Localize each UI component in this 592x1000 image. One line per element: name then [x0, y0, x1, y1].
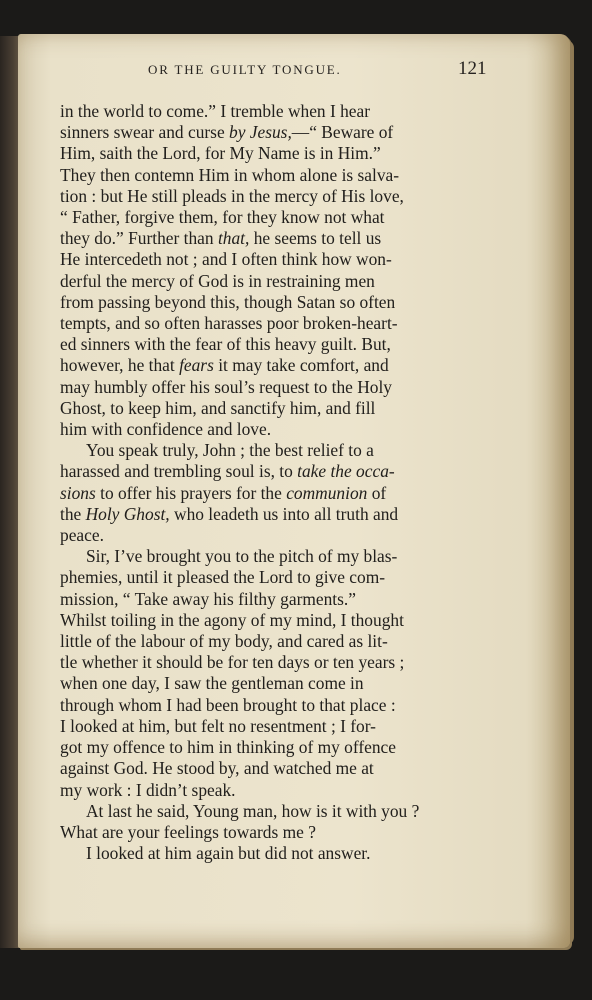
text-segment: tle whether it should be for ten days or ten years ; — [60, 652, 405, 673]
text-line — [60, 652, 500, 673]
italic-text: communion — [286, 482, 368, 503]
text-line — [60, 122, 500, 143]
text-segment: it may take comfort, and — [213, 355, 389, 376]
text-segment: to offer his prayers for the — [95, 482, 287, 503]
text-segment: You speak truly, John ; the best relief to a — [86, 440, 374, 461]
text-segment: phemies, until it pleased the Lord to give com- — [60, 567, 386, 588]
text-line — [60, 610, 500, 631]
text-line — [60, 504, 500, 525]
text-segment: he seems to tell us — [249, 228, 382, 249]
text-line — [60, 186, 500, 207]
italic-text: Holy Ghost, — [85, 503, 170, 524]
text-segment: derful the mercy of God is in restraining men — [60, 270, 375, 291]
text-line — [60, 313, 500, 334]
running-head: OR THE GUILTY TONGUE. — [148, 62, 342, 77]
text-segment: got my offence to him in thinking of my offence — [60, 737, 396, 758]
text-line — [60, 143, 500, 164]
text-segment: They then contemn Him in whom alone is salva- — [60, 164, 400, 185]
text-segment: Sir, I’ve brought you to the pitch of my blas- — [86, 546, 398, 567]
italic-text: sions — [60, 482, 96, 503]
text-line — [60, 419, 500, 440]
text-segment: tion : but He still pleads in the mercy of His love, — [60, 185, 404, 206]
text-line — [60, 546, 500, 567]
text-segment: I looked at him again but did not answer. — [86, 843, 371, 864]
text-segment: “ Father, forgive them, for they know not what — [60, 207, 385, 228]
text-segment: harassed and trembling soul is, to — [60, 461, 298, 482]
text-segment: who leadeth us into all truth and — [169, 503, 399, 524]
text-line — [60, 780, 500, 801]
text-line — [60, 801, 500, 822]
italic-text: take the occa- — [297, 461, 395, 482]
text-segment: they do.” Further than — [60, 228, 218, 249]
text-line — [60, 249, 500, 270]
text-line — [60, 377, 500, 398]
text-segment: my work : I didn’t speak. — [60, 779, 236, 800]
text-segment: little of the labour of my body, and cared as lit- — [60, 631, 388, 652]
text-segment: He intercedeth not ; and I often think how won- — [60, 249, 392, 270]
text-line — [60, 822, 500, 843]
text-segment: Him, saith the Lord, for My Name is in Him.” — [60, 143, 381, 164]
text-segment: peace. — [60, 525, 104, 546]
text-line — [60, 525, 500, 546]
text-line — [60, 355, 500, 376]
text-line — [60, 758, 500, 779]
text-line — [60, 292, 500, 313]
text-segment: mission, “ Take away his filthy garments.” — [60, 588, 356, 609]
body-text — [60, 101, 500, 864]
text-segment: in the world to come.” I tremble when I hear — [60, 101, 371, 121]
italic-text: fears — [179, 355, 214, 376]
italic-text: by Jesus, — [229, 122, 292, 143]
text-segment: from passing beyond this, though Satan so often — [60, 291, 396, 312]
text-line — [60, 567, 500, 588]
text-segment: sinners swear and curse — [60, 122, 230, 143]
text-segment: —“ Beware of — [291, 122, 394, 143]
text-line — [60, 165, 500, 186]
text-line — [60, 271, 500, 292]
text-segment: Ghost, to keep him, and sanctify him, and fill — [60, 397, 376, 418]
text-line — [60, 843, 500, 864]
text-line — [60, 461, 500, 482]
text-segment: him with confidence and love. — [60, 419, 272, 440]
text-line — [60, 716, 500, 737]
text-line — [60, 631, 500, 652]
text-line — [60, 101, 500, 122]
text-line — [60, 673, 500, 694]
text-segment: Whilst toiling in the agony of my mind, I thought — [60, 609, 404, 630]
text-line — [60, 483, 500, 504]
text-line — [60, 398, 500, 419]
page-number: 121 — [458, 58, 487, 79]
text-segment: tempts, and so often harasses poor broken-heart- — [60, 313, 398, 334]
text-segment: however, he that — [60, 355, 180, 376]
text-segment: may humbly offer his soul’s request to the Holy — [60, 376, 392, 397]
book-page — [18, 34, 570, 948]
italic-text: that, — [217, 228, 250, 249]
text-segment: the — [60, 503, 86, 524]
text-segment: against God. He stood by, and watched me at — [60, 758, 374, 779]
text-line — [60, 440, 500, 461]
text-segment: I looked at him, but felt no resentment ; I for- — [60, 715, 376, 736]
text-line — [60, 207, 500, 228]
text-line — [60, 589, 500, 610]
text-segment: of — [367, 482, 387, 503]
text-segment: At last he said, Young man, how is it with you ? — [86, 800, 420, 821]
text-line — [60, 334, 500, 355]
text-segment: through whom I had been brought to that place : — [60, 694, 396, 715]
text-line — [60, 695, 500, 716]
text-line — [60, 737, 500, 758]
text-segment: when one day, I saw the gentleman come in — [60, 673, 364, 694]
text-line — [60, 228, 500, 249]
text-segment: ed sinners with the fear of this heavy guilt. But, — [60, 334, 391, 355]
text-segment: What are your feelings towards me ? — [60, 821, 316, 842]
